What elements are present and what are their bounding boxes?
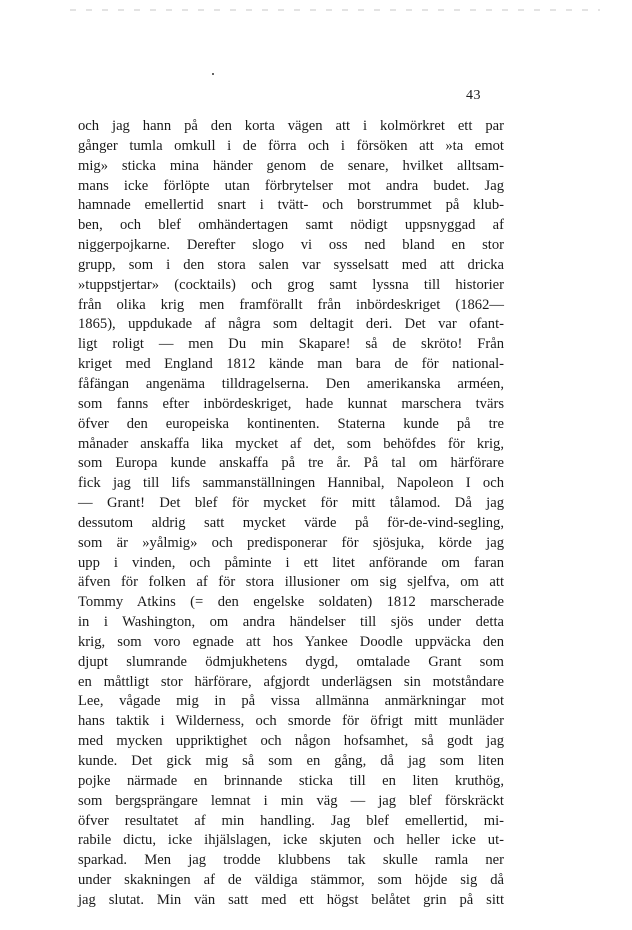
text-line: öfver resultatet af min handling. Jag blef emellertid, mi- [78, 812, 504, 829]
text-line: »tuppstjertar» (cocktails) och grog samt lyssna till historier [78, 276, 504, 293]
text-line: kunde. Det gick mig så som en gång, då jag som liten [78, 753, 504, 769]
text-line: 1865), uppdukade af några som deltagit deri. Det var ofant- [78, 316, 504, 333]
text-line: — Grant! Det blef för mycket för mitt tålamod. Då jag [78, 495, 504, 512]
text-line: med mycken uppriktighet och någon hofsamhet, så godt jag [78, 733, 504, 750]
text-line: under skakningen af de väldiga stämmor, som höjde sig då [78, 872, 504, 889]
text-line: mans icke förlöpte utan förbrytelser mot andra budet. Jag [78, 177, 504, 194]
scan-edge-artifact [70, 9, 600, 11]
text-line: grupp, som i den stora salen var sysselsatt med att dricka [78, 256, 504, 273]
text-line: som fanns efter inbördeskriget, hade kunnat marschera tvärs [78, 395, 504, 412]
text-line: in i Washington, om andra händelser till sjös under detta [78, 614, 504, 631]
text-line: jag slutat. Min vän satt med ett högst belåtet grin på sitt [78, 891, 504, 908]
text-line: Lee, vågade mig in på vissa allmänna anmärkningar mot [78, 693, 504, 710]
text-line: som är »yålmig» och predisponerar för sjösjuka, körde jag [78, 534, 504, 551]
text-line: öfver den europeiska kontinenten. Staterna kunde på tre [78, 415, 504, 432]
text-line: rabile dictu, icke ihjälslagen, icke skjuten och heller icke ut- [78, 832, 504, 849]
text-line: hans taktik i Wilderness, och smorde för öfrigt mitt munläder [78, 713, 504, 730]
text-line: en måttligt stor härförare, afgjordt underlägsen sin motståndare [78, 673, 504, 690]
page-number: 43 [466, 88, 481, 103]
text-line: sparkad. Men jag trodde klubbens tak skulle ramla ner [78, 852, 504, 869]
ink-speck [212, 73, 214, 75]
text-line: och jag hann på den korta vägen att i kolmörkret ett par [78, 118, 504, 134]
text-line: Tommy Atkins (= den engelske soldaten) 1812 marscherade [78, 594, 504, 611]
text-line: gånger tumla omkull i de förra och i försöken att »ta emot [78, 137, 504, 154]
text-line: ben, och blef omhändertagen samt nödigt uppsnyggad af [78, 217, 504, 234]
text-line: som bergsprängare lemnat i min väg — jag blef förskräckt [78, 792, 504, 809]
text-line: upp i vinden, och påminte i ett litet anförande om faran [78, 554, 504, 571]
text-line: mig» sticka mina händer genom de senare, hvilket alltsam- [78, 157, 504, 174]
text-line: som Europa kunde anskaffa på tre år. På tal om härförare [78, 455, 504, 472]
text-line: månader anskaffa lika mycket af det, som behöfdes för krig, [78, 435, 504, 452]
text-line: dessutom aldrig satt mycket värde på för-de-vind-segling, [78, 514, 504, 531]
text-line: pojke närmade en brinnande sticka till en liten kruthög, [78, 772, 504, 789]
body-text [78, 117, 504, 911]
text-line: djupt slumrande ödmjukhetens dygd, omtalade Grant som [78, 653, 504, 670]
text-line: krig, som voro egnade att hos Yankee Doodle uppväcka den [78, 633, 504, 650]
text-line: äfven för folken af för stora illusioner om sig sjelfva, om att [78, 574, 504, 591]
text-line: niggerpojkarne. Derefter slogo vi oss ned bland en stor [78, 237, 504, 254]
text-line: fåfängan angenäma tilldragelserna. Den amerikanska arméen, [78, 375, 504, 392]
text-line: fick jag till lifs sammanställningen Hannibal, Napoleon I och [78, 475, 504, 492]
text-line: kriget med England 1812 kände man bara de för national- [78, 356, 504, 373]
text-line: från olika krig men framförallt från inbördeskriget (1862— [78, 296, 504, 313]
text-line: ligt roligt — men Du min Skapare! så de skröto! Från [78, 336, 504, 353]
text-line: hamnade emellertid snart i tvätt- och borstrummet på klub- [78, 197, 504, 214]
